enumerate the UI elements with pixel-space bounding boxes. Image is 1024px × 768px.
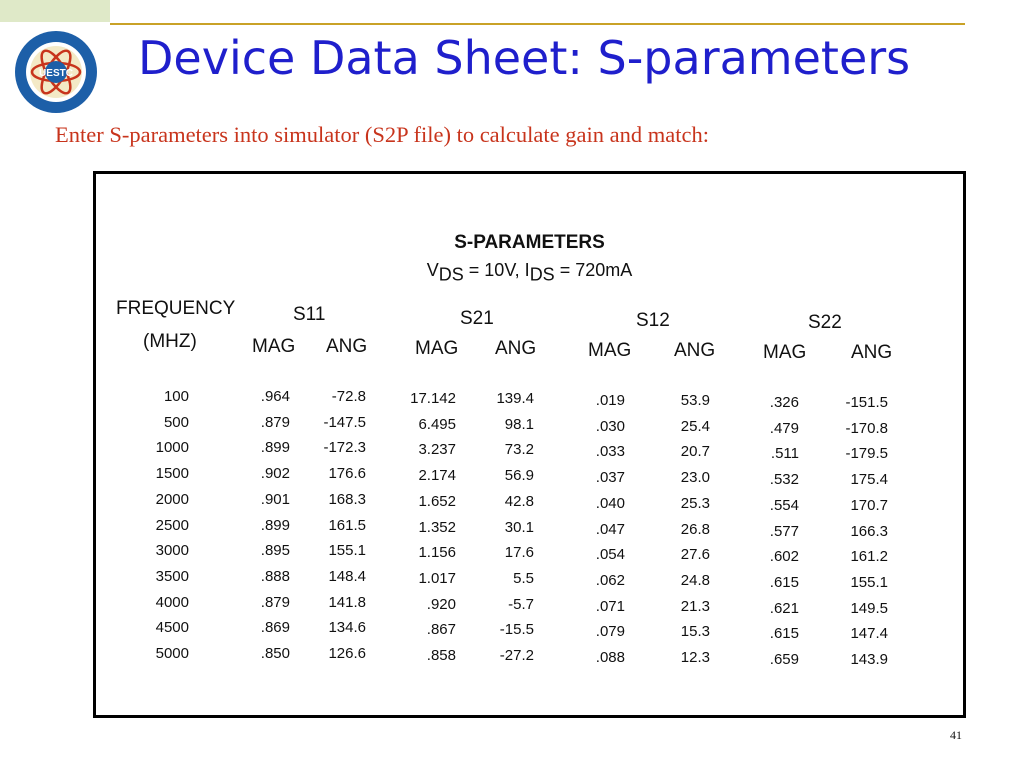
cell-s22-ang: -151.5: [845, 394, 888, 411]
cell-freq: 4000: [155, 593, 189, 611]
cell-s12-ang: 23.0: [680, 469, 710, 487]
slide-subtitle: Enter S-parameters into simulator (S2P file) to calculate gain and match:: [55, 122, 709, 147]
cell-s11-mag: .895: [260, 542, 290, 560]
cell-s21-ang: -27.2: [499, 647, 534, 664]
cell-freq: 1500: [155, 465, 189, 483]
cell-s11-ang: 134.6: [328, 619, 366, 637]
cell-s12-mag: .054: [595, 546, 625, 564]
cell-s12-mag: .033: [595, 443, 625, 461]
cell-s21-ang: -5.7: [508, 595, 534, 613]
cell-s22-mag: .659: [769, 651, 799, 668]
decorative-strip: [0, 0, 110, 22]
cell-s11-ang: 155.1: [328, 542, 366, 560]
bias-v-sub: DS: [438, 264, 464, 285]
cell-s11-ang: 161.5: [328, 516, 366, 534]
cell-s22-mag: .479: [769, 419, 799, 437]
logo-text: UESTC: [39, 68, 73, 79]
cell-s12-ang: 15.3: [680, 623, 710, 641]
cell-s21-ang: 30.1: [504, 518, 534, 536]
group-s12: S12: [636, 310, 670, 331]
s22-mag-header: MAG: [763, 342, 807, 363]
title-rule: [110, 23, 965, 25]
page-number: 41: [950, 728, 962, 742]
cell-s11-ang: 126.6: [328, 645, 366, 662]
cell-s22-mag: .621: [769, 599, 799, 617]
cell-s12-mag: .030: [595, 417, 625, 435]
cell-s11-mag: .879: [260, 413, 290, 431]
cell-s21-mag: 6.495: [418, 415, 456, 433]
cell-s22-mag: .615: [769, 625, 799, 643]
cell-s21-ang: 98.1: [504, 415, 534, 433]
cell-freq: 3000: [155, 542, 189, 560]
cell-s22-ang: 143.9: [850, 651, 888, 668]
cell-s12-mag: .040: [595, 494, 625, 512]
cell-freq: 3500: [155, 567, 189, 585]
cell-s21-mag: 1.652: [418, 492, 456, 510]
bias-v: V: [426, 260, 439, 280]
cell-s21-ang: 5.5: [513, 569, 534, 587]
table-heading: S-PARAMETERS: [454, 232, 605, 253]
cell-freq: 1000: [155, 439, 189, 457]
cell-s21-mag: .858: [426, 647, 456, 664]
cell-s21-mag: .920: [426, 595, 456, 613]
cell-s22-ang: 175.4: [850, 471, 888, 489]
cell-s11-mag: .899: [260, 439, 290, 457]
cell-s12-ang: 20.7: [680, 443, 710, 461]
cell-s21-mag: 17.142: [410, 390, 456, 407]
cell-s11-mag: .879: [260, 593, 290, 611]
cell-s12-ang: 21.3: [680, 597, 710, 615]
s11-ang-header: ANG: [326, 336, 368, 357]
cell-s12-mag: .037: [595, 469, 625, 487]
cell-s21-ang: 139.4: [496, 390, 534, 407]
cell-freq: 100: [163, 388, 189, 405]
cell-s22-ang: -179.5: [845, 445, 888, 463]
cell-s22-mag: .615: [769, 573, 799, 591]
cell-s11-mag: .850: [260, 645, 290, 662]
cell-s21-mag: 2.174: [418, 467, 456, 485]
cell-s21-mag: 1.017: [418, 569, 456, 587]
cell-s11-ang: 176.6: [328, 465, 366, 483]
cell-s11-mag: .899: [260, 516, 290, 534]
cell-s22-mag: .602: [769, 548, 799, 566]
cell-s12-ang: 27.6: [680, 546, 710, 564]
s22-ang-header: ANG: [851, 342, 893, 363]
bias-v-val: = 10V, I: [463, 260, 530, 280]
cell-s22-mag: .554: [769, 496, 799, 514]
cell-s22-mag: .577: [769, 522, 799, 540]
cell-s11-mag: .888: [260, 567, 290, 585]
cell-s21-mag: 1.156: [418, 544, 456, 562]
cell-s12-mag: .071: [595, 597, 625, 615]
cell-freq: 2500: [155, 516, 189, 534]
cell-s12-mag: .062: [595, 571, 625, 589]
university-logo-icon: [14, 30, 98, 114]
cell-s12-mag: .047: [595, 520, 625, 538]
cell-s12-ang: 25.4: [680, 417, 710, 435]
cell-s12-ang: 26.8: [680, 520, 710, 538]
cell-s22-mag: .511: [770, 445, 799, 463]
cell-s11-ang: 168.3: [328, 490, 366, 508]
bias-i-sub: DS: [529, 264, 555, 285]
s11-mag-header: MAG: [252, 336, 296, 357]
cell-s12-ang: 53.9: [680, 392, 710, 409]
s21-mag-header: MAG: [415, 338, 459, 359]
s12-mag-header: MAG: [588, 340, 632, 361]
cell-s21-ang: 56.9: [504, 467, 534, 485]
bias-condition: [96, 260, 963, 286]
group-s11: S11: [293, 304, 326, 325]
cell-s22-ang: 161.2: [850, 548, 888, 566]
s12-ang-header: ANG: [674, 340, 716, 361]
frequency-unit: (MHZ): [143, 331, 197, 352]
cell-s11-ang: 148.4: [328, 567, 366, 585]
cell-s21-ang: 17.6: [504, 544, 534, 562]
cell-s12-ang: 12.3: [680, 649, 710, 666]
bias-i-val: = 720mA: [554, 260, 633, 280]
slide-title: Device Data Sheet: S-parameters: [138, 31, 911, 85]
cell-s11-ang: -72.8: [331, 388, 366, 405]
cell-freq: 2000: [155, 490, 189, 508]
cell-s12-ang: 24.8: [680, 571, 710, 589]
cell-s11-mag: .869: [260, 619, 290, 637]
cell-s12-mag: .088: [595, 649, 625, 666]
cell-s22-ang: 149.5: [850, 599, 888, 617]
cell-s12-mag: .079: [595, 623, 625, 641]
cell-s11-mag: .902: [260, 465, 290, 483]
cell-s11-ang: -147.5: [323, 413, 366, 431]
cell-s21-ang: 73.2: [504, 441, 534, 459]
cell-s11-ang: 141.8: [328, 593, 366, 611]
cell-s21-ang: 42.8: [504, 492, 534, 510]
cell-freq: 4500: [155, 619, 189, 637]
cell-s22-ang: 170.7: [850, 496, 888, 514]
cell-s12-ang: 25.3: [680, 494, 710, 512]
cell-s11-mag: .964: [260, 388, 290, 405]
cell-s22-ang: 166.3: [850, 522, 888, 540]
s-parameter-table: [93, 171, 966, 718]
cell-s21-mag: 3.237: [418, 441, 456, 459]
group-s21: S21: [460, 308, 494, 329]
cell-s22-mag: .532: [769, 471, 799, 489]
group-s22: S22: [808, 312, 842, 333]
cell-s12-mag: .019: [595, 392, 625, 409]
cell-s22-ang: 147.4: [850, 625, 888, 643]
cell-s11-mag: .901: [260, 490, 290, 508]
s21-ang-header: ANG: [495, 338, 537, 359]
cell-s22-mag: .326: [769, 394, 799, 411]
cell-s11-ang: -172.3: [323, 439, 366, 457]
cell-freq: 5000: [155, 645, 189, 662]
cell-s21-ang: -15.5: [499, 621, 534, 639]
frequency-header: FREQUENCY: [116, 298, 236, 319]
cell-s21-mag: .867: [426, 621, 456, 639]
logo-panel: [0, 0, 110, 108]
cell-freq: 500: [163, 413, 189, 431]
cell-s22-ang: -170.8: [845, 419, 888, 437]
cell-s21-mag: 1.352: [418, 518, 456, 536]
cell-s22-ang: 155.1: [850, 573, 888, 591]
